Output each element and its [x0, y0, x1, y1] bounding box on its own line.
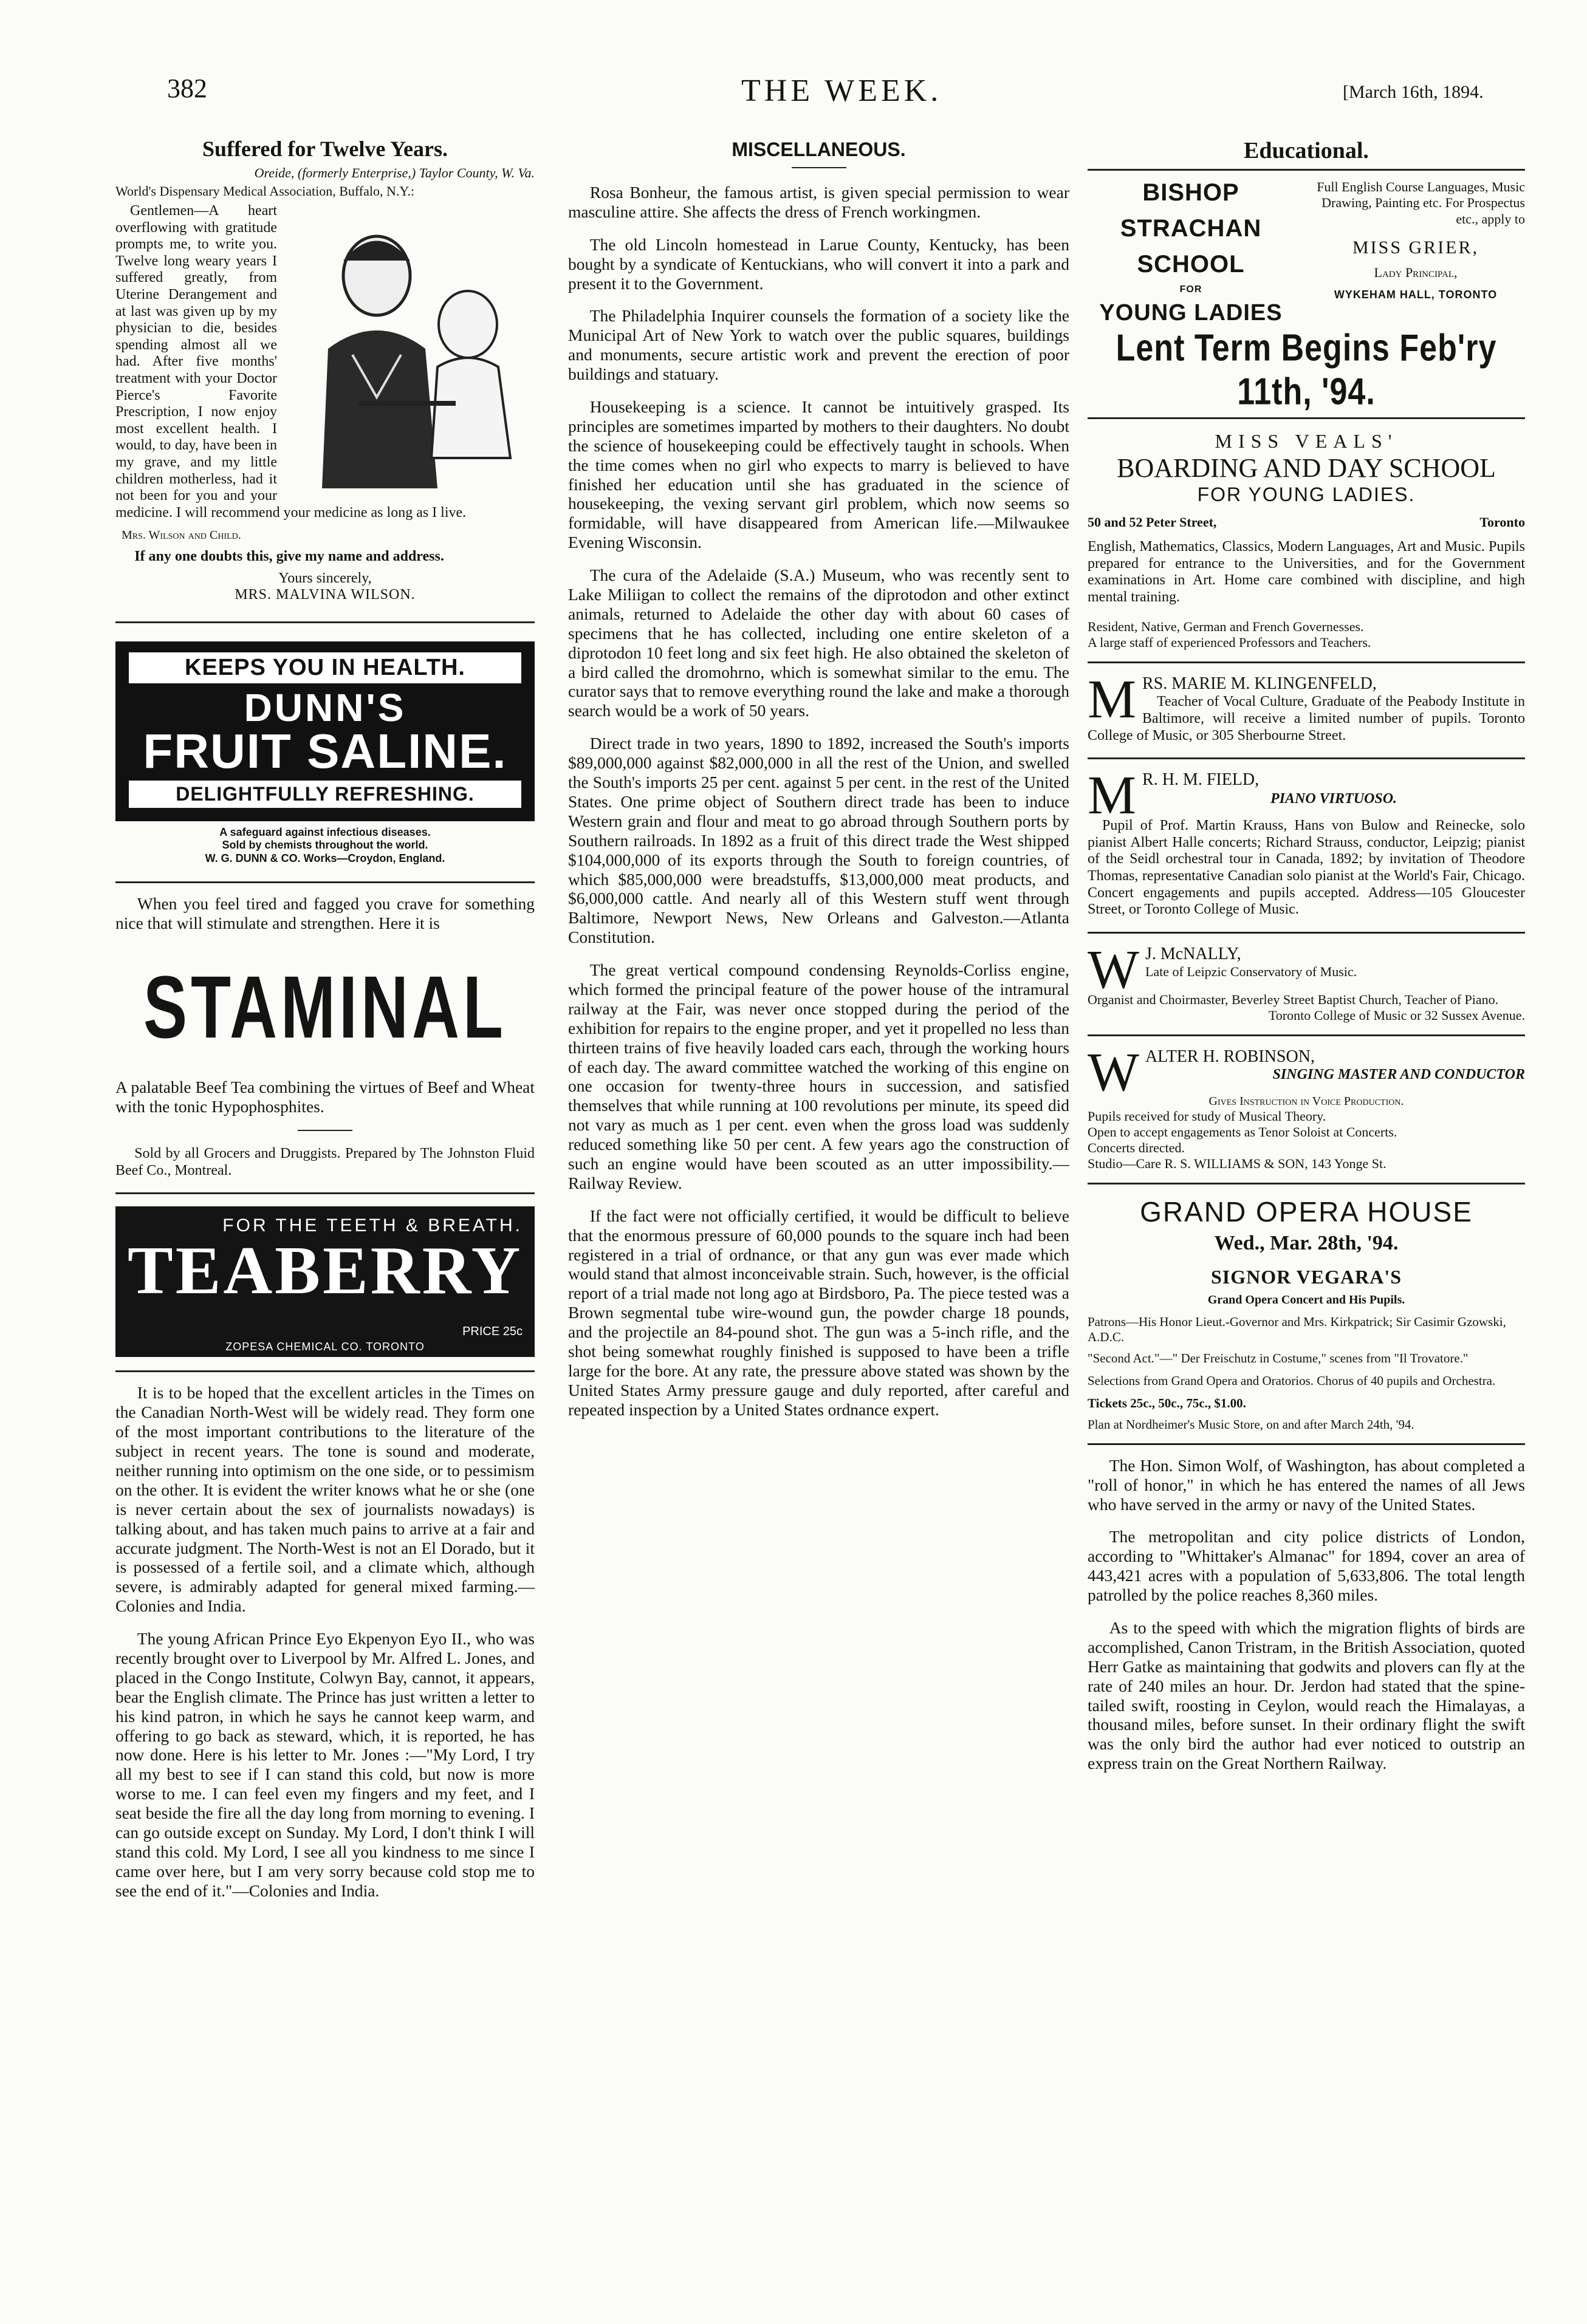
dunns-fine3: W. G. DUNN & CO. Works—Croydon, England.: [205, 852, 445, 865]
page-date: [March 16th, 1894.: [1343, 82, 1484, 102]
robinson-l2: Pupils received for study of Musical Theory.: [1088, 1108, 1326, 1124]
veals-l3: FOR YOUNG LADIES.: [1197, 484, 1416, 505]
testimonial-yours: Yours sincerely,: [278, 570, 372, 586]
robinson-l3: Open to accept engagements as Tenor Soloist at Concerts.: [1088, 1124, 1397, 1140]
field-ad: [1088, 765, 1525, 918]
staminal-intro: When you feel tired and fagged you crave for something nice that will stimulate and strengthen. Here it is: [115, 894, 535, 932]
misc-para-3: The Philadelphia Inquirer counsels the formation of a society like the Municipal Art of New York to watch over the public squares, buildings and monuments, secure artistic work and prevent the erection of poor buildings and statuary.: [568, 306, 1069, 384]
bishop-l2: STRACHAN: [1120, 215, 1262, 242]
opera-tickets: Tickets 25c., 50c., 75c., $1.00.: [1088, 1395, 1246, 1410]
col3-para-3: As to the speed with which the migration flights of birds are accomplished, Canon Tristram, in the British Association, quoted Herr Gatke as maintaining that godwits and plovers can fly at the rate of 240 miles an hour. Dr. Jerdon had stated that the spine-tailed swift, roosting in Ceylon, would reach the Himalayas, a thousand miles, before sunset. In their ordinary flight the swift was the only bird the author had ever noticed to outstrip an express train on the Great Northern Railway.: [1088, 1618, 1525, 1773]
mother-child-illustration: [286, 203, 535, 488]
mcnally-ad: [1088, 939, 1525, 1024]
robinson-initial: W: [1088, 1042, 1139, 1102]
robinson-l1: Gives Instruction in Voice Production.: [1208, 1094, 1404, 1108]
testimonial-location: Oreide, (formerly Enterprise,) Taylor County, W. Va.: [254, 165, 535, 180]
robinson-l4: Concerts directed.: [1088, 1140, 1185, 1155]
teaberry-ad: [115, 1206, 535, 1357]
staminal-sold: Sold by all Grocers and Druggists. Prepared by The Johnston Fluid Beef Co., Montreal.: [115, 1146, 535, 1178]
testimonial-heading: Suffered for Twelve Years.: [202, 137, 448, 161]
testimonial-caption: Mrs. Wilson and Child.: [122, 528, 241, 542]
column-middle: [568, 128, 1069, 1433]
bishop-l5: YOUNG LADIES: [1099, 300, 1283, 326]
robinson-title: SINGING MASTER AND CONDUCTOR: [1272, 1066, 1525, 1082]
misc-para-8: If the fact were not officially certified, it would be difficult to believe that the enormous pressure of 60,000 pounds to the square inch had been registered in a trial of ordnance, or that any gun was ever made which would stand that almost inconceivable strain. Such, however, is the official report of a trial made not long ago at Birdsboro, Pa. The piece tested was a Brown segmental tube wire-wound gun, the powder charge 18 pounds, and the projectile an 84-pound shot. The gun was a 5-inch rifle, and the shot being somewhat roughly finished is supposed to have been a trifle large for the bore. At any rate, the pressure above stated was shown by the United States Army pressure gauge and duly reported, after careful and repeated inspection by a United States ordnance expert.: [568, 1206, 1069, 1419]
grand-opera-ad: [1088, 1195, 1525, 1432]
dunns-line2: DUNN'S: [244, 685, 406, 730]
mcnally-initial: W: [1088, 939, 1139, 1000]
veals-staff: A large staff of experienced Professors and Teachers.: [1088, 635, 1371, 651]
testimonial-closing: If any one doubts this, give my name and address.: [134, 549, 444, 565]
testimonial-signature: MRS. MALVINA WILSON.: [235, 586, 416, 603]
miss-veals-ad: [1088, 430, 1525, 651]
bishop-r2: MISS GRIER,: [1352, 238, 1479, 258]
bishop-strachan-ad: [1088, 179, 1525, 413]
veals-address: 50 and 52 Peter Street,: [1088, 514, 1217, 530]
testimonial-ad: [115, 136, 535, 603]
bishop-r3: Lady Principal,: [1374, 265, 1458, 281]
col3-para-2: The metropolitan and city police districts of London, according to "Whittaker's Almanac" for 1894, cover an area of 443,421 acres with a population of 5,633,806. The total length patrolled by the police reaches 8,360 miles.: [1088, 1527, 1525, 1605]
robinson-ad: [1088, 1042, 1525, 1172]
bishop-r4: WYKEHAM HALL, TORONTO: [1334, 288, 1498, 301]
bishop-r1: Full English Course Languages, Music Drawing, Painting etc. For Prospectus etc., apply to: [1317, 179, 1525, 227]
misc-para-5: The cura of the Adelaide (S.A.) Museum, who was recently sent to Lake Miliigan to collect the remains of the diprotodon and other extinct animals, returned to Adelaide the other day with about 60 cases of specimens that he has collected, including one entire skeleton of a diprotodon 10 feet long and six feet high. He also obtained the skeleton of a bird called the dromohrno, which is somewhat similar to the emu. The curator says that to remove everything round the lake and make a thorough search would be a work of 50 years.: [568, 566, 1069, 720]
field-name: R. H. M. FIELD,: [1142, 770, 1260, 790]
veals-city: Toronto: [1479, 514, 1525, 530]
staminal-ad: [115, 894, 535, 1180]
page-number: 382: [167, 73, 207, 103]
opera-plan: Plan at Nordheimer's Music Store, on and after March 24th, '94.: [1088, 1417, 1414, 1432]
teaberry-maker: ZOPESA CHEMICAL CO. TORONTO: [225, 1341, 425, 1353]
robinson-l5: Studio—Care R. S. WILLIAMS & SON, 143 Yonge St.: [1088, 1155, 1386, 1171]
page-title: THE WEEK.: [741, 73, 942, 108]
klingenfeld-body: Teacher of Vocal Culture, Graduate of the Peabody Institute in Baltimore, will receive a limited number of pupils. Toronto College of Music, or 305 Sherbourne Street.: [1088, 694, 1525, 743]
misc-para-6: Direct trade in two years, 1890 to 1892, increased the South's imports $89,000,000 against $82,000,000 in all the rest of the Union, and swelled the South's imports 25 per cent. against 5 per cent. in the rest of the United States. One prime object of Southern direct trade has been to induce Western grain and flour and meat to go abroad through Southern ports by Southern railroads. In 1892 as a fruit of this direct trade the West shipped $104,000,000 of its exports through the South to foreign countries, of which $85,000,000 were breadstuffs, $13,000,000 meat products, and $6,000,000 cattle. And nearly all of this Western stuff went through Baltimore, Newport News, New Orleans and Galveston.—Atlanta Constitution.: [568, 734, 1069, 947]
robinson-name: ALTER H. ROBINSON,: [1145, 1047, 1315, 1066]
opera-name: SIGNOR VEGARA'S: [1210, 1265, 1402, 1288]
misc-para-4: Housekeeping is a science. It cannot be intuitively grasped. Its principles are sometimes imparted by mothers to their daughters. No doubt the science of housekeeping could be effectively taught in schools. When the time comes when no girl who expects to marry is believed to have finished her education until she has graduated in the science of housekeeping, the vexing servant girl problem, which now seems so formidable, will have disappeared from American life.—Milwaukee Evening Wisconsin.: [568, 397, 1069, 552]
col3-para-1: The Hon. Simon Wolf, of Washington, has about completed a "roll of honor," in which he has entered the names of all Jews who have served in the army or navy of the United States.: [1088, 1455, 1525, 1514]
mcnally-l3: Toronto College of Music or 32 Sussex Avenue.: [1268, 1007, 1525, 1023]
article-african-prince: The young African Prince Eyo Ekpenyon Eyo II., who was recently brought over to Liverpool by Mr. Alfred L. Jones, and placed in the Congo Institute, Colwyn Bay, cannot, it appears, bear the English climate. The Prince has just written a letter to his kind patron, in which he says he cannot keep warm, and offering to go back as steward, which, it is reported, he has now done. Here is his letter to Mr. Jones :—"My Lord, I try all my best to see if I can stand this cold, but now is more worse to me. I can feel even my fingers and my feet, and I seat beside the fire all the day long from morning to evening. I can go outside except on Sunday. My Lord, I don't think I will stand this cold. My Lord, I see all you kindness to me since I came over here, but I am very sorry because cold stop me to see the end of it."—Colonies and India.: [115, 1629, 535, 1900]
bishop-term: Lent Term Begins Feb'ry 11th, '94.: [1116, 327, 1497, 413]
klingenfeld-name: RS. MARIE M. KLINGENFELD,: [1142, 674, 1377, 694]
column-right: [1088, 128, 1525, 1786]
dunns-fruit-saline-ad: [115, 641, 535, 821]
teaberry-logo: TEABERRY: [128, 1233, 523, 1309]
article-northwest: It is to be hoped that the excellent articles in the Times on the Canadian North-West will be widely read. They form one of the most important contributions to the literature of the subject in recent years. The tone is sound and moderate, neither running into optimism on the one side, or to pessimism on the other. It is evident the writer knows what he or she (one is never certain about the sex of journalists nowadays) is talking about, and has taken much pains to arrive at a fair and accurate judgment. The North-West is not an El Dorado, but it is possessed of a fertile soil, and a climate which, although severe, is admirably adapted for general mixed farming.—Colonies and India.: [115, 1383, 535, 1616]
teaberry-tagline: FOR THE TEETH & BREATH.: [222, 1215, 523, 1236]
testimonial-to: World's Dispensary Medical Association, Buffalo, N.Y.:: [115, 183, 415, 199]
educational-heading: Educational.: [1244, 138, 1369, 163]
dunns-line4: DELIGHTFULLY REFRESHING.: [129, 781, 521, 808]
staminal-desc: A palatable Beef Tea combining the virtues of Beef and Wheat with the tonic Hypophosphites.: [115, 1078, 535, 1116]
veals-desc: English, Mathematics, Classics, Modern Languages, Art and Music. Pupils prepared for entrance to the Universities, and for the Government examinations in Art. Home care combined with discipline, and high mental training.: [1088, 539, 1525, 605]
dunns-fine2: Sold by chemists throughout the world.: [222, 839, 428, 852]
opera-patrons: Patrons—His Honor Lieut.-Governor and Mrs. Kirkpatrick; Sir Casimir Gzowski, A.D.C.: [1088, 1314, 1506, 1344]
opera-date: Wed., Mar. 28th, '94.: [1214, 1231, 1399, 1254]
dunns-line1: KEEPS YOU IN HEALTH.: [129, 652, 521, 683]
staminal-title: STAMINAL: [143, 957, 507, 1057]
misc-para-2: The old Lincoln homestead in Larue County, Kentucky, has been bought by a syndicate of Kentuckians, who will convert it into a park and present it to the Government.: [568, 234, 1069, 293]
veals-l2: BOARDING AND DAY SCHOOL: [1117, 453, 1496, 483]
mcnally-l2: Organist and Choirmaster, Beverley Street Baptist Church, Teacher of Piano.: [1088, 991, 1499, 1007]
bishop-l4: FOR: [1179, 284, 1202, 295]
misc-para-1: Rosa Bonheur, the famous artist, is given special permission to wear masculine attire. She affects the dress of French workingmen.: [568, 183, 1069, 221]
dunns-fine1: A safeguard against infectious diseases.: [219, 825, 431, 838]
klingenfeld-ad: [1088, 669, 1525, 744]
opera-sub: Grand Opera Concert and His Pupils.: [1207, 1293, 1405, 1307]
testimonial-body: Gentlemen—A heart overflowing with gratitude prompts me, to write you. Twelve long weary years I suffered greatly, from Uterine Derangement and at last was given up by my physician to die, besides spending almost all we had. After five months' treatment with your Doctor Pierce's Favorite Prescription, I now enjoy most excellent health. I would, to day, have been in my grave, and my little children motherless, had it not been for you and your medicine. I will recommend your medicine as long as I live.: [115, 203, 467, 521]
bishop-l1: BISHOP: [1142, 179, 1239, 206]
opera-selections: Selections from Grand Opera and Oratorios. Chorus of 40 pupils and Orchestra.: [1088, 1373, 1496, 1388]
opera-title: GRAND OPERA HOUSE: [1140, 1195, 1473, 1228]
field-title: PIANO VIRTUOSO.: [1270, 791, 1397, 807]
mcnally-l1: Late of Leipzic Conservatory of Music.: [1145, 963, 1357, 979]
opera-act: "Second Act."—" Der Freischutz in Costume," scenes from "Il Trovatore.": [1088, 1350, 1469, 1365]
veals-l1: MISS VEALS': [1215, 430, 1398, 452]
miscellaneous-heading: MISCELLANEOUS.: [732, 138, 906, 160]
teaberry-price: PRICE 25c: [462, 1325, 523, 1339]
mcnally-name: J. McNALLY,: [1145, 944, 1241, 963]
bishop-l3: SCHOOL: [1137, 251, 1245, 278]
klingenfeld-initial: M: [1088, 669, 1137, 730]
field-body: Pupil of Prof. Martin Krauss, Hans von Bulow and Reinecke, solo pianist Albert Halle concerts; Richard Strauss, conductor, Leipzig; pianist of the Seidl orchestral tour in Canada, 1892; by invitation of Theodore Thomas, representative Canadian solo pianist at the World's Fair, Chicago. Concert engagements and pupils accepted. Address—105 Gloucester Street, or Toronto College of Music.: [1088, 818, 1525, 918]
dunns-line3: FRUIT SALINE.: [143, 723, 507, 778]
misc-para-7: The great vertical compound condensing Reynolds-Corliss engine, which formed the principal feature of the power house of the intramural railway at the Fair, was never once stopped during the period of the exhibition for repairs to the engine proper, and yet it propelled no less than thirteen trains of five heavily loaded cars each, through the working hours of each day. The award committee watched the working of this engine on one occasion for twenty-three hours in succession, and satisfied themselves that while running at 100 revolutions per minute, its speed did not vary as much as 1 per cent. even when the gross load was suddenly reduced something like 50 per cent. A few years ago the construction of such an engine would have been scouted as an utter impossibility.—Railway Review.: [568, 960, 1069, 1192]
veals-gov: Resident, Native, German and French Governesses.: [1088, 619, 1364, 635]
column-left: [115, 128, 535, 1914]
field-initial: M: [1088, 765, 1137, 826]
